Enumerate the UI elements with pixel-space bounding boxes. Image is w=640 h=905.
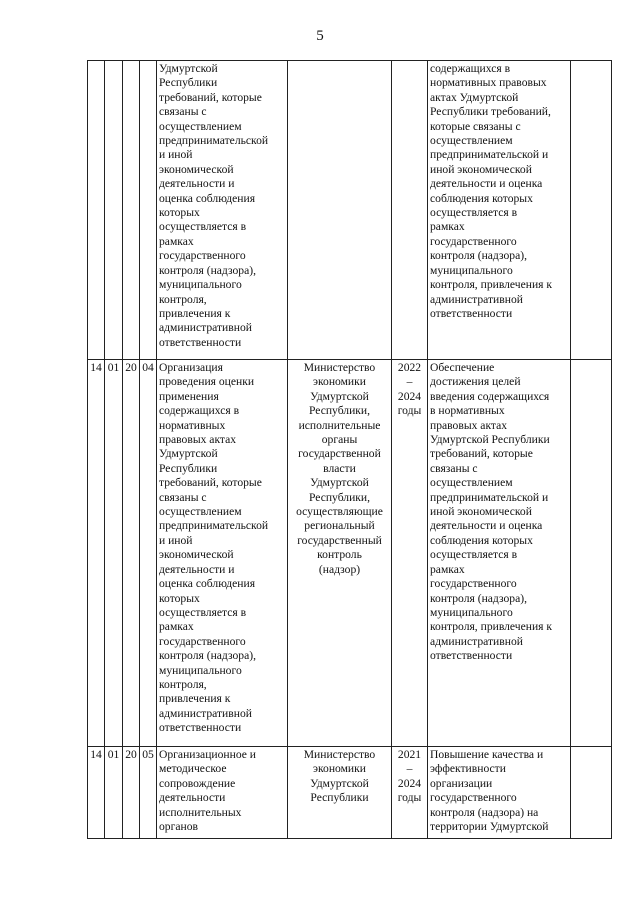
code-cell — [105, 61, 123, 360]
code-cell: 14 — [88, 747, 105, 839]
executor-cell: Министерство экономики Удмуртской Республики, исполнительные органы государственной власти Удмуртской Республики, осуществляющие региональный государственный контроль (надзор) — [288, 360, 392, 747]
period-cell: 2022 – 2024 годы — [392, 360, 428, 747]
note-cell — [571, 61, 612, 360]
table-row — [88, 747, 612, 839]
page-number: 5 — [316, 28, 324, 44]
period-cell — [392, 61, 428, 360]
code-cell: 14 — [88, 360, 105, 747]
result-cell: содержащихся в нормативных правовых актах Удмуртской Республики требований, которые связаны с осуществлением предпринимательской и иной экономической деятельности и оценка соблюдения которых осуществляется в рамках государственного контроля (надзора), муниципального контроля, привлечения к административной ответственности — [428, 61, 571, 360]
name-cell: Организация проведения оценки применения содержащихся в нормативных правовых актах Удмуртской Республики требований, которые связаны с осуществлением предпринимательской и иной экономической деятельности и оценка соблюдения которых осуществляется в рамках государственного контроля (надзора), муниципального контроля, привлечения к административной ответственности — [157, 360, 288, 747]
code-cell: 20 — [123, 747, 140, 839]
table-row — [88, 360, 612, 747]
program-table — [87, 60, 612, 839]
code-cell — [140, 61, 157, 360]
period-cell: 2021 – 2024 годы — [392, 747, 428, 839]
code-cell: 01 — [105, 360, 123, 747]
code-cell: 04 — [140, 360, 157, 747]
executor-cell — [288, 61, 392, 360]
code-cell: 05 — [140, 747, 157, 839]
executor-cell: Министерство экономики Удмуртской Республики — [288, 747, 392, 839]
note-cell — [571, 747, 612, 839]
table-row — [88, 61, 612, 360]
code-cell — [88, 61, 105, 360]
code-cell — [123, 61, 140, 360]
note-cell — [571, 360, 612, 747]
name-cell: Организационное и методическое сопровождение деятельности исполнительных органов — [157, 747, 288, 839]
result-cell: Повышение качества и эффективности организации государственного контроля (надзора) на территории Удмуртской — [428, 747, 571, 839]
code-cell: 01 — [105, 747, 123, 839]
code-cell: 20 — [123, 360, 140, 747]
result-cell: Обеспечение достижения целей введения содержащихся в нормативных правовых актах Удмуртской Республики требований, которые связаны с осуществлением предпринимательской и иной экономической деятельности и оценка соблюдения которых осуществляется в рамках государственного контроля (надзора), муниципального контроля, привлечения к административной ответственности — [428, 360, 571, 747]
name-cell: Удмуртской Республики требований, которые связаны с осуществлением предпринимательской и иной экономической деятельности и оценка соблюдения которых осуществляется в рамках государственного контроля (надзора), муниципального контроля, привлечения к административной ответственности — [157, 61, 288, 360]
